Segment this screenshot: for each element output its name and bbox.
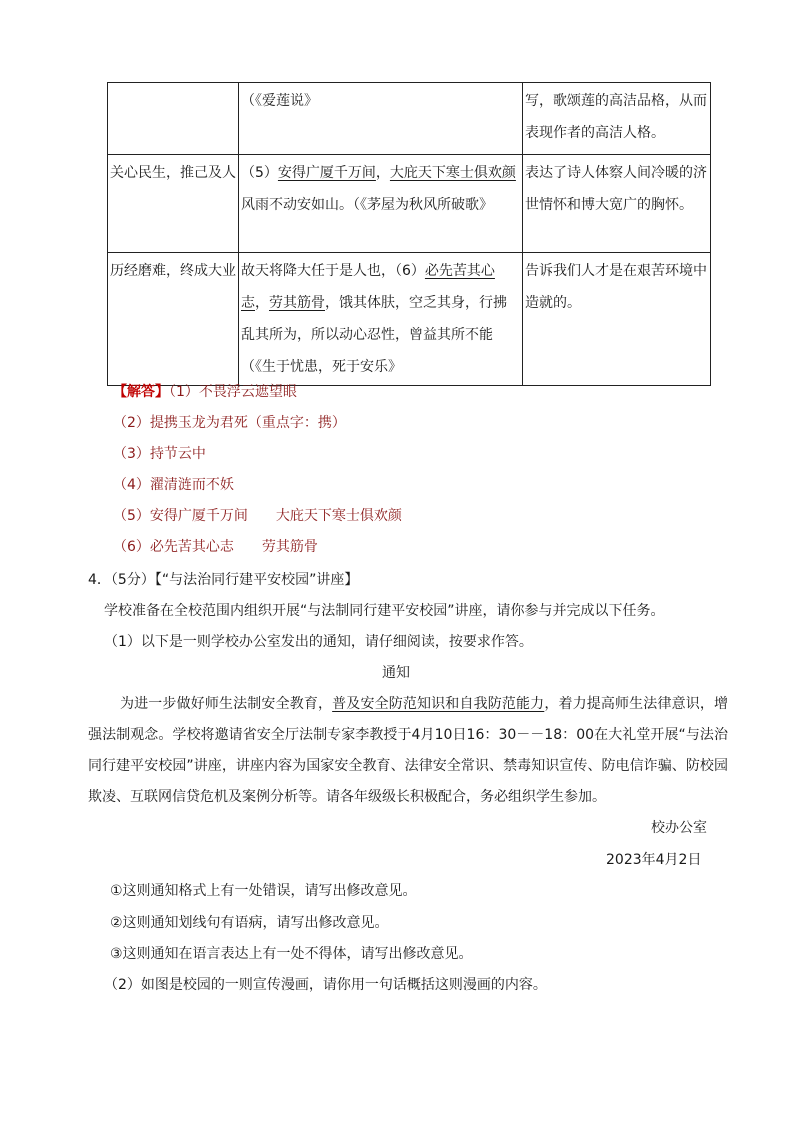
question-intro: 学校准备在全校范围内组织开展“与法制同行建平安校园”讲座，请你参与并完成以下任务。 (104, 603, 665, 619)
answer-blank: 安得广厦千万间 (277, 165, 376, 181)
theme-cell: 历经磨难，终成大业 (108, 253, 239, 386)
answer-tag: 【解答】 (113, 384, 169, 400)
answer-blank: 必先苦其心志 (241, 263, 495, 311)
answer-line-6: （6）必先苦其心志 劳其筋骨 (113, 539, 318, 555)
task-3: ③这则通知在语言表达上有一处不得体，请写出修改意见。 (110, 946, 473, 962)
theme-cell: 关心民生，推己及人 (108, 155, 239, 253)
explain-cell: 写，歌颂莲的高洁品格，从而表现作者的高洁人格。 (523, 83, 711, 155)
content-cell: （5）安得广厦千万间，大庇天下寒士俱欢颜风雨不动安如山。（《茅屋为秋风所破歌》 (239, 155, 523, 253)
table-row (108, 83, 711, 155)
answer-line-2: （2）提携玉龙为君死（重点字：携） (113, 415, 346, 431)
content-cell: （《爱莲说》 (239, 83, 523, 155)
underlined-sentence: 普及安全防范知识和自我防范能力 (332, 696, 545, 712)
explain-cell: 告诉我们人才是在艰苦环境中造就的。 (523, 253, 711, 386)
task-1: ①这则通知格式上有一处错误，请写出修改意见。 (110, 883, 417, 899)
answer-line-3: （3）持节云中 (113, 446, 206, 462)
subquestion-1: （1）以下是一则学校办公室发出的通知，请仔细阅读，按要求作答。 (104, 634, 533, 650)
poem-table (107, 82, 711, 386)
task-2: ②这则通知划线句有语病，请写出修改意见。 (110, 915, 389, 931)
notice-signature-office: 校办公室 (651, 820, 707, 836)
answer-line-4: （4）濯清涟而不妖 (113, 477, 234, 493)
question-header: 4．（5分）【“与法治同行建平安校园”讲座】 (88, 572, 359, 588)
theme-cell (108, 83, 239, 155)
table-row (108, 155, 711, 253)
notice-title: 通知 (382, 665, 410, 681)
notice-signature-date: 2023年4月2日 (606, 852, 702, 868)
notice-body: 为进一步做好师生法制安全教育，普及安全防范知识和自我防范能力，着力提高师生法律意识，增强法制观念。学校将邀请省安全厅法制专家李教授于4月10日16：30－－18：00在大礼堂开展“与法治同行建平安校园”讲座，讲座内容为国家安全教育、法律安全常识、禁毒知识宣传、防电信诈骗、防校园欺凌、互联网信贷危机及案例分析等。请各年级级长积极配合，务必组织学生参加。 (88, 696, 729, 805)
answer-blank: 劳其筋骨 (269, 295, 325, 311)
content-cell: 故天将降大任于是人也，（6）必先苦其心志，劳其筋骨，饿其体肤，空乏其身，行拂乱其所为，所以动心忍性，曾益其所不能（《生于忧患，死于安乐》 (239, 253, 523, 386)
table-row (108, 253, 711, 386)
explain-cell: 表达了诗人体察人间冷暖的济世情怀和博大宽广的胸怀。 (523, 155, 711, 253)
answer-blank: 大庇天下寒士俱欢颜 (389, 165, 516, 181)
subquestion-2: （2）如图是校园的一则宣传漫画，请你用一句话概括这则漫画的内容。 (104, 977, 547, 993)
answer-line-5: （5）安得广厦千万间 大庇天下寒士俱欢颜 (113, 508, 402, 524)
answer-line-1: 【解答】（1）不畏浮云遮望眼 (113, 384, 297, 400)
